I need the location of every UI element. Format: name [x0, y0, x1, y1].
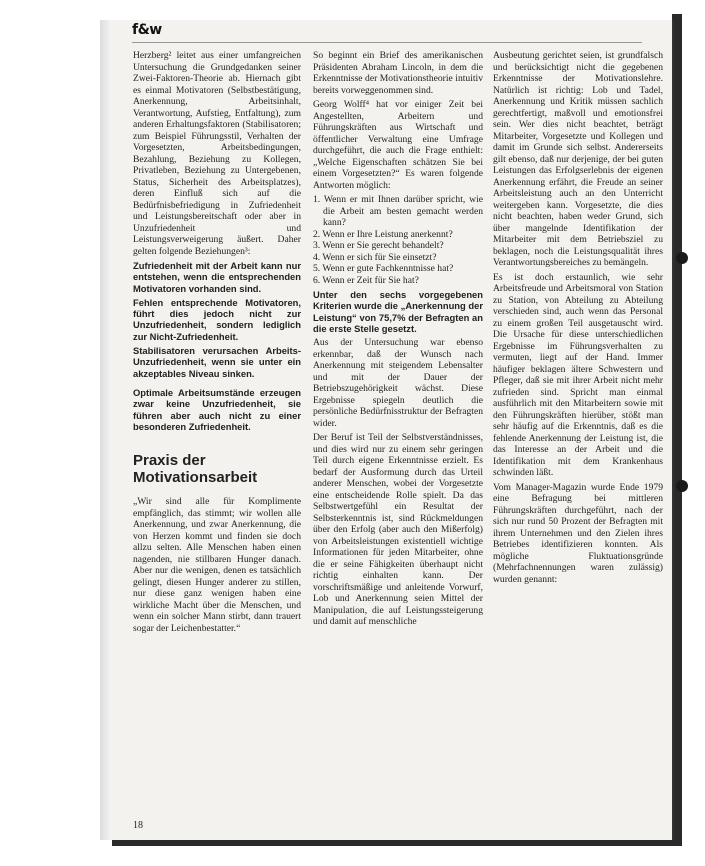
page-edge-right — [672, 14, 682, 846]
page-number: 18 — [133, 820, 143, 831]
bold-statement: Optimale Arbeitsumstände erzeugen zwar keine Unzufriedenheit, sie führen aber auch nicht zu einer besonderen Zufriedenheit. — [133, 386, 301, 432]
section-heading: Praxis der Motivationsarbeit — [133, 452, 258, 487]
page-edge-bottom — [112, 840, 682, 846]
paragraph: Georg Wolff⁴ hat vor einiger Zeit bei Angestellten, Arbeitern und Führungskräften aus Wirtschaft und öffentlicher Verwaltung eine Umfrage durchgeführt, die auch die Frage enthielt: „Welche Eigenschaften schätzen Sie bei einem Vorgesetzten?“ Es waren folgende Antworten möglich: — [313, 99, 483, 191]
bold-statement: Unter den sechs vorgegebenen Kriterien wurde die „Anerkennung der Leistung“ von 75,7% der Befragten an die erste Stelle gesetzt. — [313, 289, 483, 334]
binder-hole-icon — [676, 252, 688, 264]
quote-paragraph: „Wir sind alle für Komplimente empfänglich, das stimmt; wir wollen alle Anerkennung, und zwar Anerkennung, die von Herzen kommt und finden sie doch allzu selten. Alle Menschen haben einen nagenden, nie stillbaren Hunger danach. Aber nur die wenigen, denen es tatsächlich gelingt, diesen Hunger anderer zu stillen, nur diese ganz wenigen haben eine wirkliche Macht über die Menschen, und wenn ein solcher Mann stirbt, dann trauert sogar der Leichenbestatter.“ — [133, 496, 301, 634]
bold-statement: Fehlen entsprechende Motivatoren, führt dies jedoch nicht zur Unzufriedenheit, sondern lediglich zur Nicht-Zufriedenheit. — [133, 296, 301, 342]
list-item: 2. Wenn er Ihre Leistung anerkennt? — [313, 228, 453, 240]
list-item: 3. Wenn er Sie gerecht behandelt? — [313, 240, 444, 251]
paragraph: So beginnt ein Brief des amerikanischen Präsidenten Abraham Lincoln, in dem die Erkenntnisse der Motivationstheorie intuitiv bereits vorweggenommen sind. — [313, 50, 483, 96]
paragraph: Vom Manager-Magazin wurde Ende 1979 eine Befragung bei mittleren Führungskräften durchgeführt, nach der sich nur rund 50 Prozent der Befragten mit ihrem Unternehmen und den Zielen ihres Betriebes identifizieren konnten. Als mögliche Fluktuationsgründe (Mehrfachnennungen waren zulässig) wurden genannt: — [493, 481, 663, 585]
paragraph: Aus der Untersuchung war ebenso erkennbar, daß der Wunsch nach Anerkennung mit steigendem Lebensalter und mit der Dauer der Betriebszugehörigkeit wächst. Diese Ergebnisse spiegeln deutlich die persönliche Bedürfnisstruktur der Befragten wider. — [313, 337, 483, 429]
list-item: 1. Wenn er mit Ihnen darüber spricht, wie die Arbeit am besten gemacht werden kann? — [313, 194, 483, 228]
list-item: 5. Wenn er gute Fachkenntnisse hat? — [313, 263, 454, 274]
paragraph: Herzberg² leitet aus einer umfangreichen Untersuchung die Grundgedanken seiner Zwei-Faktoren-Theorie ab. Hiernach gibt es einmal Motivatoren (Selbstbestätigung, Anerkennung, Arbeitsinhalt, Verantwortung, Aufstieg, Entfaltung), zum anderen Erhaltungsfaktoren (Stabilisatoren; zum Beispiel Führungsstil, Verhalten der Vorgesetzten, Arbeitsbedingungen, Bezahlung, Beziehung zu Kollegen, Privatleben, Beziehung zu Untergebenen, Status, Sicherheit des Arbeitsplatzes), deren Einfluß sich auf die Bedürfnisbefriedigung in Zufriedenheit und Leistungsbereitschaft oder aber in Unzufriedenheit und Leistungsverweigerung äußert. Daher gelten folgende Beziehungen³: — [133, 50, 301, 257]
text-column-3 — [493, 50, 663, 588]
list-item: 6. Wenn er Zeit für Sie hat? — [313, 274, 419, 286]
magazine-logo: f&w — [132, 22, 162, 38]
paragraph: Ausbeutung gerichtet seien, ist grundfalsch und berücksichtigt nicht die gegebenen Erkenntnisse der Motivationslehre. Natürlich ist richtig: Lob und Tadel, Anerkennung und Kritik müssen sachlich gerechtfertigt, maßvoll und emotionsfrei sein. Wer dies nicht beachtet, beträgt Mitarbeiter, Vorgesetzte und Kollegen und damit im Grunde sich selbst. Andererseits gilt ebenso, daß nur derjenige, der bei guten Leistungen das Erfolgserlebnis der eigenen Anerkennung erfährt, die Freude an seiner Arbeitsleistung auch an den Unterricht weitergeben kann. Vorgesetzte, die dies nicht beachten, haben weder Grund, sich über mangelnde Identifikation der Mitarbeiter mit dem Betriebsziel zu beklagen, noch die Leistungsqualität ihres Verantwortungsbereiches zu bemängeln. — [493, 50, 663, 268]
bold-statement: Stabilisatoren verursachen Arbeits-Unzufriedenheit, wenn sie unter ein akzeptables Niveau sinken. — [133, 345, 301, 379]
answer-list — [313, 194, 483, 286]
list-item: 4. Wenn er sich für Sie einsetzt? — [313, 251, 437, 263]
text-column-1 — [133, 50, 301, 637]
bold-statement: Zufriedenheit mit der Arbeit kann nur entstehen, wenn die entsprechenden Motivatoren vorhanden sind. — [133, 260, 301, 294]
binder-hole-icon — [676, 480, 688, 492]
book-spine-shadow — [100, 20, 112, 840]
paragraph: Es ist doch erstaunlich, wie sehr Arbeitsfreude und Arbeitsmoral von Station zu Station, von Abteilung zu Abteilung verschieden sind, auch wenn das Personal zu einem großen Teil ausgetauscht wird. Die Ursache für diese unterschiedlichen Ergebnisse im Führungsverhalten zu vermuten, liegt auf der Hand. Immer häufiger beklagen ältere Schwestern und Pfleger, daß sie mit ihrer Arbeit nicht mehr zufrieden sind. Spricht man einmal ausführlich mit den Mitarbeitern sowie mit den Führungskräften hierüber, stößt man sehr häufig auf die Erkenntnis, daß es die fehlende Anerkennung der Leistung ist, die das Interesse an der Arbeit und die Identifikation mit dem Krankenhaus schwinden läßt. — [493, 271, 663, 478]
header-rule — [132, 42, 642, 43]
paragraph: Der Beruf ist Teil der Selbstverständnisses, und dies wird nur zu einem sehr geringen Teil durch eigene Erkenntnisse erzielt. Es bedarf der Ausformung durch das Urteil anderer Menschen, wobei der Vorgesetzte eine entscheidende Rolle spielt. Da das Selbstwertgefühl ein Resultat der Selbsterkenntnis ist, sind Rückmeldungen über den Erfolg (aber auch den Mißerfolg) von Arbeitsleistungen existentiell wichtige Informationen für jeden Mitarbeiter, ohne die er seine Fähigkeiten überhaupt nicht richtig einhalten kann. Der vorschriftsmäßige und anleitende Vorwurf, Lob und Anerkennung seien Mittel der Manipulation, die auf Leistungssteigerung und damit auf menschliche — [313, 432, 483, 628]
text-column-2 — [313, 50, 483, 631]
